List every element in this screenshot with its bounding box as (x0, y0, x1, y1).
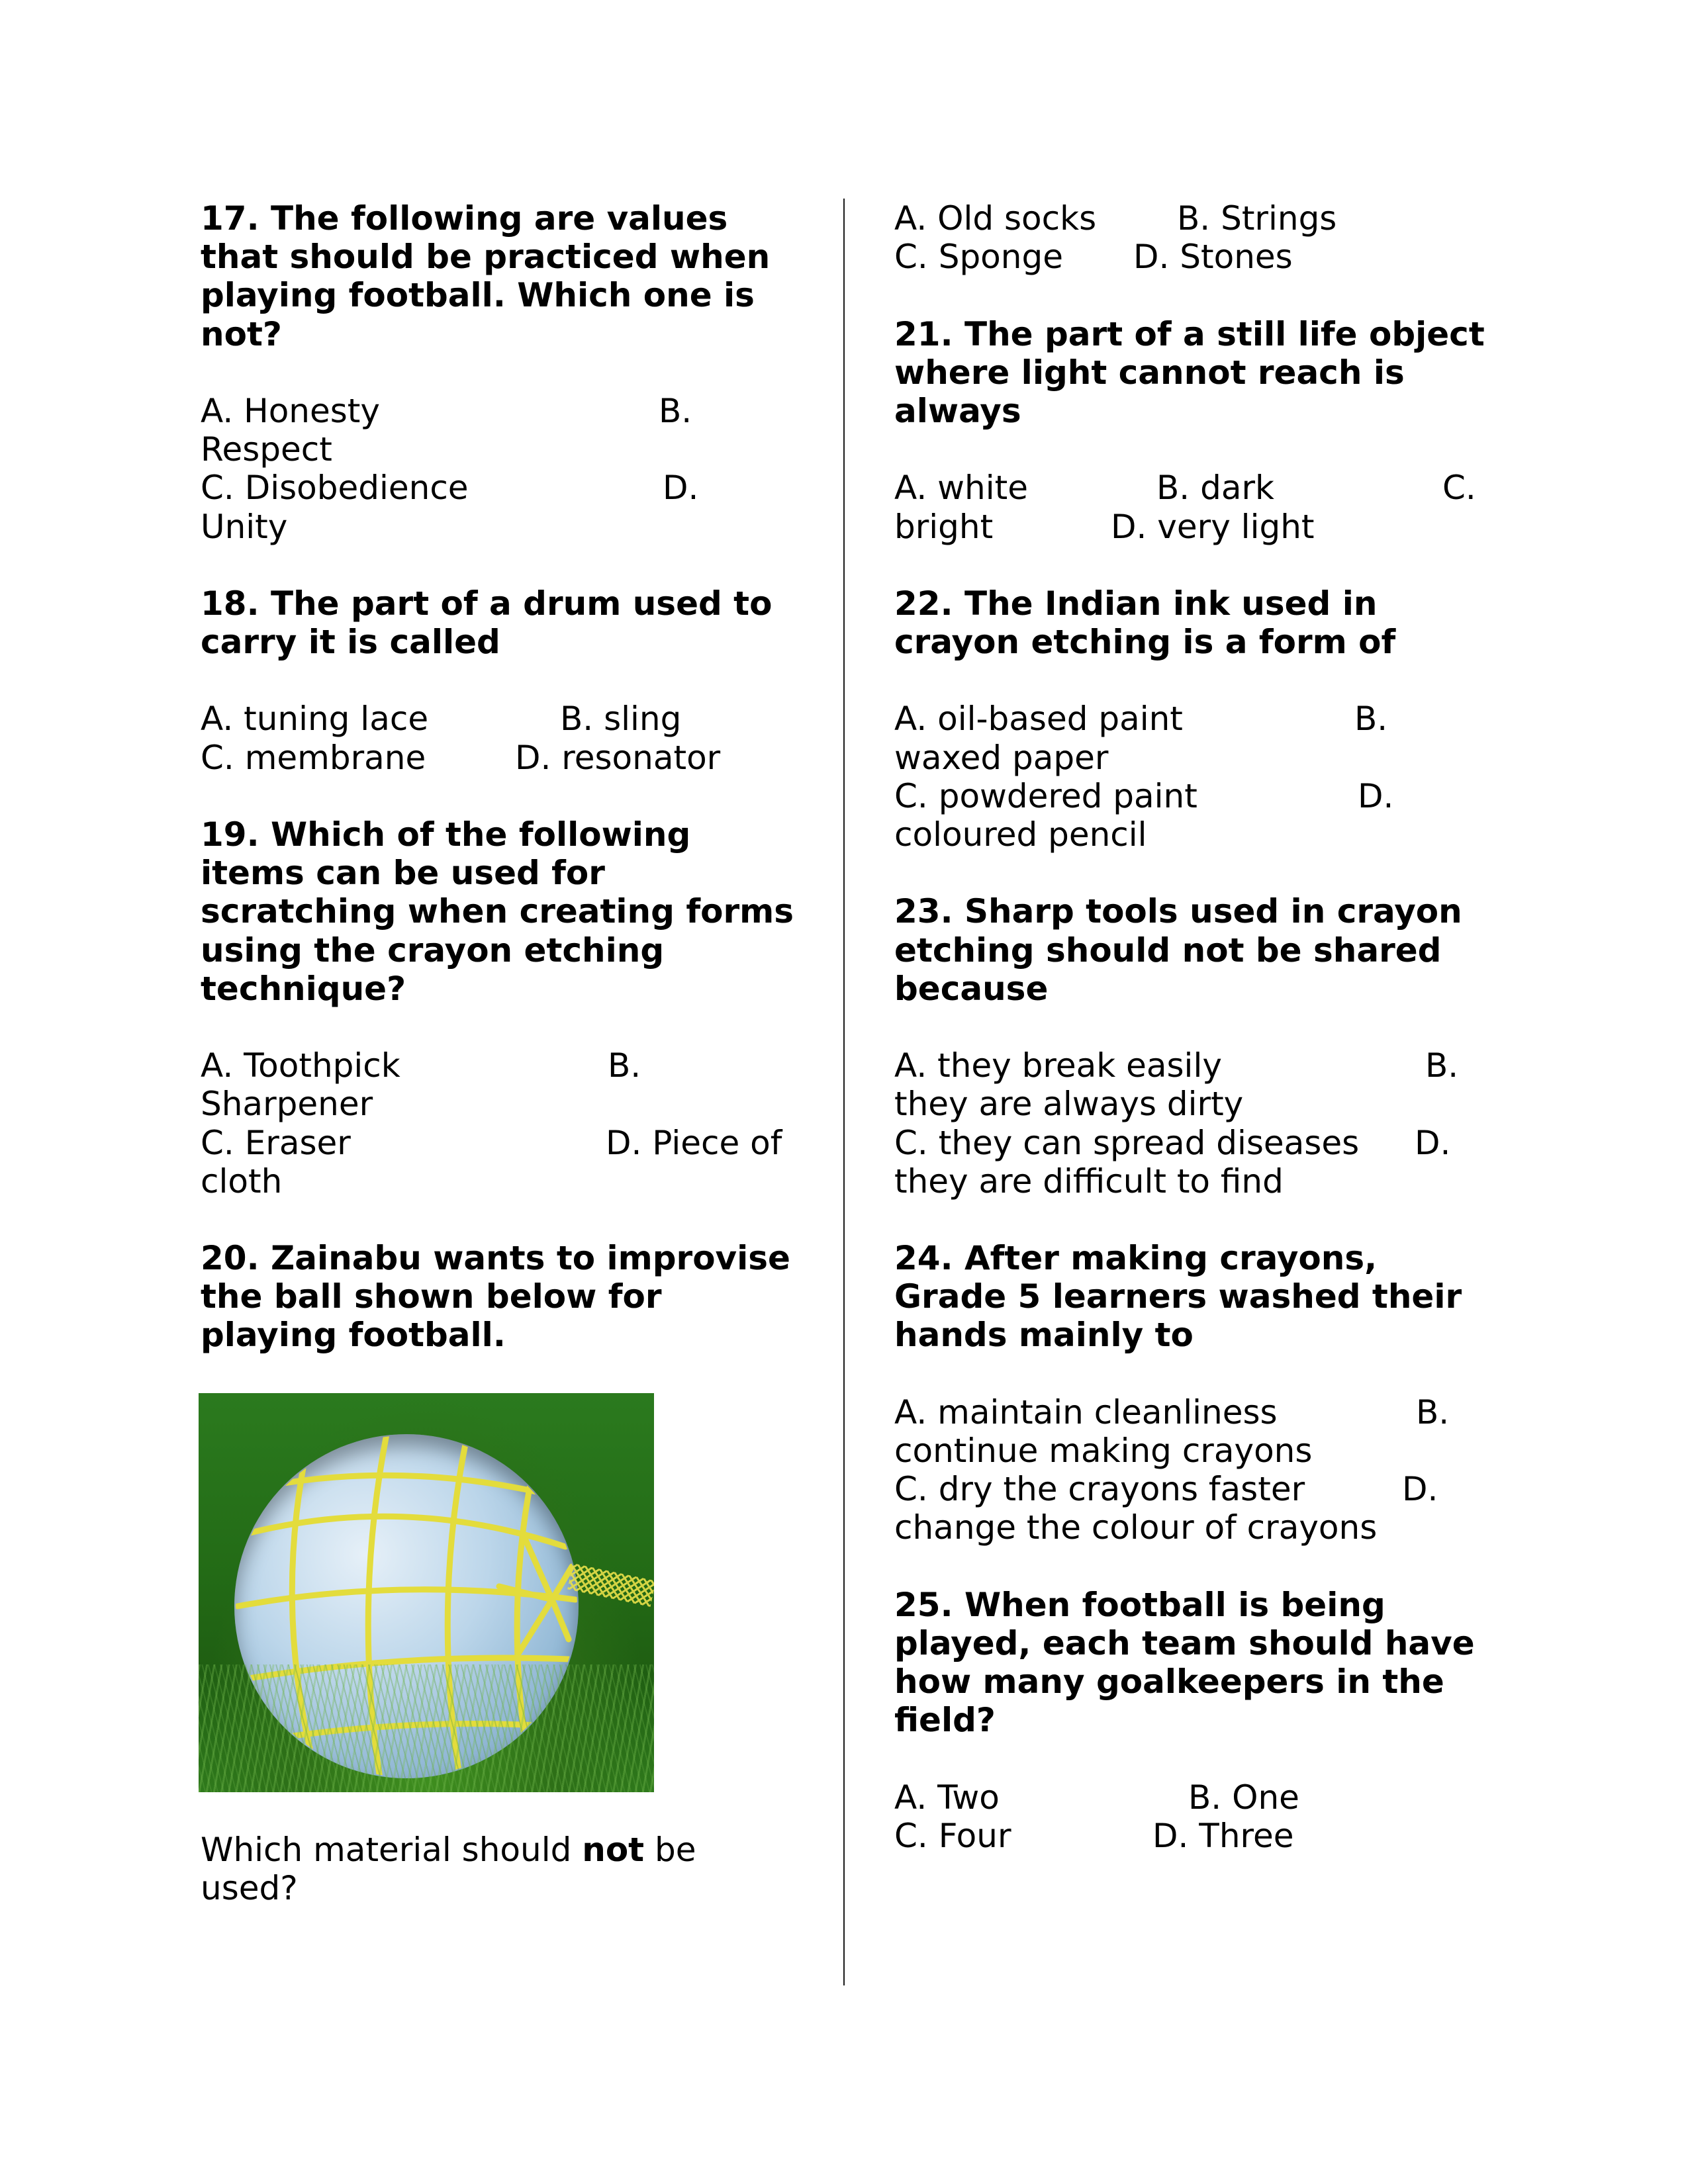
option-a: A. Two (894, 1778, 1000, 1817)
option-b-label: B. (608, 1046, 641, 1085)
question-21 (894, 315, 1517, 584)
option-b-label: B. (1354, 700, 1388, 739)
spacer (201, 777, 823, 815)
option-b-label: B. (1425, 1046, 1459, 1085)
option-line (894, 1778, 1517, 1817)
option-d-text: Unity (201, 507, 288, 546)
option-c: C. Sponge (894, 238, 1063, 277)
option-line (894, 1470, 1517, 1508)
option-line (894, 777, 1517, 815)
option-c: C. they can spread diseases (894, 1123, 1360, 1162)
spacer (201, 546, 823, 584)
question-text-line: 23. Sharp tools used in crayon (894, 892, 1462, 931)
question-23 (894, 892, 1517, 1239)
question-text-line: where light cannot reach is (894, 353, 1405, 392)
sub-prompt-text: Which material should (201, 1831, 583, 1869)
question-text-line: 20. Zainabu wants to improvise (201, 1239, 790, 1278)
option-line (201, 469, 823, 507)
figure (201, 1393, 823, 1792)
spacer (894, 430, 1517, 469)
option-b-label: B. (1416, 1392, 1450, 1432)
question-25 (894, 1586, 1517, 1855)
option-d: D. very light (1111, 507, 1315, 546)
option-line (894, 199, 1517, 238)
option-d-text: they are difficult to find (894, 1161, 1284, 1201)
question-text-line: how many goalkeepers in the (894, 1662, 1444, 1702)
option-d-text: coloured pencil (894, 815, 1147, 854)
spacer (894, 276, 1517, 314)
question-20 (201, 1239, 823, 1907)
question-text-line: hands mainly to (894, 1316, 1194, 1355)
option-c: C. powdered paint (894, 776, 1197, 815)
question-text-line: 25. When football is being (894, 1585, 1385, 1624)
option-a: A. tuning lace (201, 700, 429, 739)
sub-prompt-emphasis: not (582, 1831, 645, 1869)
option-b: B. dark (1156, 469, 1274, 508)
column-divider (843, 199, 845, 1985)
option-d-label: D. (1402, 1470, 1438, 1509)
left-column (201, 199, 823, 1907)
option-b-text: waxed paper (894, 738, 1109, 777)
spacer (201, 1201, 823, 1239)
option-d: D. resonator (515, 738, 721, 777)
option-b: B. Strings (1177, 199, 1337, 238)
option-a: A. Old socks (894, 199, 1097, 238)
option-a: A. oil-based paint (894, 700, 1183, 739)
question-text-line: technique? (201, 969, 406, 1008)
question-18 (201, 584, 823, 815)
option-b-text: Sharpener (201, 1085, 373, 1124)
option-line (894, 508, 1517, 546)
option-d-label: D. (1358, 776, 1394, 815)
question-text-line: 19. Which of the following (201, 815, 691, 854)
option-d: D. Three (1152, 1816, 1294, 1855)
option-c: C. Eraser (201, 1123, 351, 1162)
question-text-line: playing football. (201, 1316, 506, 1355)
question-24 (894, 1239, 1517, 1586)
option-line (894, 1393, 1517, 1432)
question-text-line: crayon etching is a form of (894, 623, 1396, 662)
option-line (894, 700, 1517, 738)
option-line (201, 739, 823, 777)
right-column (894, 199, 1517, 1855)
question-text-line: carry it is called (201, 623, 500, 662)
spacer (201, 1355, 823, 1393)
question-text-line: 17. The following are values (201, 199, 728, 238)
option-line (894, 469, 1517, 507)
option-line (894, 1817, 1517, 1855)
question-text-line: always (894, 391, 1021, 430)
sub-prompt-line2: used? (201, 1869, 298, 1908)
question-text-line: played, each team should have (894, 1623, 1475, 1662)
option-d-label: D. (1415, 1123, 1451, 1162)
option-b: B. One (1188, 1778, 1299, 1817)
question-text-line: 24. After making crayons, (894, 1239, 1378, 1278)
option-b-text: they are always dirty (894, 1085, 1244, 1124)
net-tail (567, 1563, 654, 1607)
spacer (894, 1547, 1517, 1586)
option-d-text: change the colour of crayons (894, 1508, 1378, 1547)
option-c: C. Four (894, 1816, 1011, 1855)
option-line (201, 700, 823, 738)
option-line (894, 238, 1517, 276)
option-b-text: continue making crayons (894, 1432, 1313, 1470)
question-text-line: items can be used for (201, 854, 605, 893)
option-a: A. maintain cleanliness (894, 1392, 1278, 1432)
question-text-line: the ball shown below for (201, 1277, 662, 1316)
option-a: A. they break easily (894, 1046, 1222, 1085)
grass (199, 1664, 654, 1792)
option-d: D. Stones (1133, 238, 1293, 277)
spacer (201, 661, 823, 700)
option-d-label: D. Piece of (606, 1123, 782, 1162)
sub-prompt (201, 1831, 823, 1869)
question-19 (201, 815, 823, 1239)
spacer (894, 1740, 1517, 1778)
improvised-ball-image (199, 1393, 654, 1792)
spacer (894, 854, 1517, 892)
option-line (201, 392, 823, 430)
question-text-line: etching should not be shared (894, 931, 1442, 970)
spacer (894, 661, 1517, 700)
option-d-label: D. (663, 469, 699, 508)
option-b-label: B. (659, 391, 692, 430)
question-text-line: playing football. Which one is (201, 276, 755, 315)
option-d-text: cloth (201, 1161, 283, 1201)
question-text-line: that should be practiced when (201, 238, 771, 277)
option-line (894, 1124, 1517, 1162)
question-text-line: using the crayon etching (201, 931, 665, 970)
question-20-options (894, 199, 1517, 315)
option-a: A. Honesty (201, 391, 380, 430)
question-text-line: 22. The Indian ink used in (894, 584, 1378, 623)
question-text-line: scratching when creating forms (201, 892, 794, 931)
question-text-line: not? (201, 314, 282, 353)
question-22 (894, 584, 1517, 893)
option-line (201, 1124, 823, 1162)
option-line (894, 1046, 1517, 1085)
option-c: C. Disobedience (201, 469, 469, 508)
question-text-line: 21. The part of a still life object (894, 314, 1485, 353)
question-text-line: because (894, 969, 1049, 1008)
question-text-line: field? (894, 1701, 996, 1740)
spacer (201, 1792, 823, 1831)
option-c-text: bright (894, 507, 994, 546)
option-line (201, 1046, 823, 1085)
option-a: A. Toothpick (201, 1046, 400, 1085)
option-b-text: Respect (201, 430, 332, 469)
option-c: C. dry the crayons faster (894, 1470, 1305, 1509)
option-c: C. membrane (201, 738, 426, 777)
question-17 (201, 199, 823, 584)
spacer (894, 546, 1517, 584)
spacer (894, 1201, 1517, 1239)
option-b: B. sling (560, 700, 682, 739)
question-text-line: Grade 5 learners washed their (894, 1277, 1462, 1316)
sub-prompt-text: be (644, 1831, 696, 1869)
spacer (894, 1355, 1517, 1393)
question-text-line: 18. The part of a drum used to (201, 584, 773, 623)
option-c-label: C. (1442, 469, 1476, 508)
spacer (894, 1008, 1517, 1046)
spacer (201, 353, 823, 392)
option-a: A. white (894, 469, 1028, 508)
spacer (201, 1008, 823, 1046)
